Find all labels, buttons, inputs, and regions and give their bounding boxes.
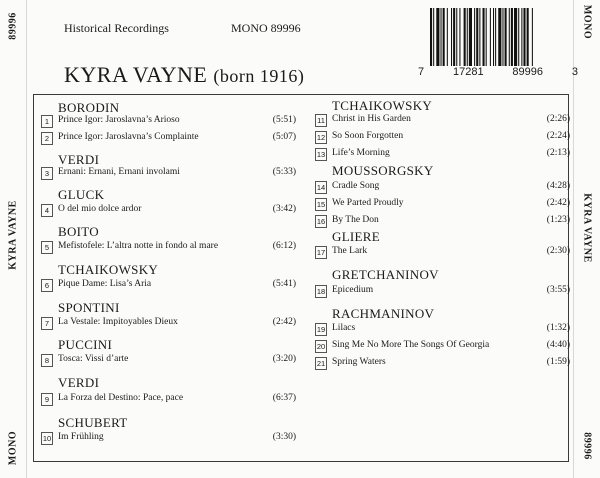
track-row <box>34 114 300 128</box>
track-title: Mefistofele: L’altra notte in fondo al mare <box>58 241 219 251</box>
track-number: 6 <box>41 279 53 292</box>
artist-name: KYRA VAYNE <box>64 62 208 87</box>
track-row <box>308 284 574 298</box>
track-duration: (1:59) <box>546 357 570 367</box>
track-row <box>34 203 300 217</box>
track-duration: (2:42) <box>272 317 296 327</box>
track-title: Life’s Morning <box>332 148 390 158</box>
barcode-digit-group: 3 <box>571 66 578 78</box>
track-duration: (4:40) <box>546 340 570 350</box>
track-row <box>308 214 574 228</box>
track-number: 1 <box>41 115 53 128</box>
composer-heading: SCHUBERT <box>58 415 128 430</box>
track-number: 13 <box>316 150 326 159</box>
track-number: 11 <box>315 114 327 127</box>
track-duration: (2:26) <box>546 114 570 124</box>
track-number: 14 <box>316 183 326 192</box>
track-duration: (2:24) <box>546 131 570 141</box>
track-number: 12 <box>316 133 326 142</box>
composer-heading: PUCCINI <box>58 337 113 352</box>
track-row <box>308 197 574 211</box>
track-duration: (5:41) <box>272 279 296 289</box>
track-duration: (3:42) <box>272 204 296 214</box>
spine-title: KYRA VAYNE <box>7 200 19 270</box>
artist-born: (born 1916) <box>213 66 305 86</box>
track-row <box>308 180 574 194</box>
track-title: Lilacs <box>332 323 356 333</box>
composer-heading: BOITO <box>58 224 99 239</box>
track-duration: (1:23) <box>546 215 570 225</box>
track-number: 9 <box>41 393 53 406</box>
back-cover <box>26 0 578 478</box>
track-row <box>308 147 574 161</box>
barcode-digit-group: 7 <box>418 66 425 78</box>
barcode <box>426 8 566 66</box>
composer-heading: GRETCHANINOV <box>332 267 439 282</box>
track-number: 21 <box>316 359 326 368</box>
track-title: Prince Igor: Jaroslavna’s Complainte <box>58 132 199 142</box>
track-row <box>308 322 574 336</box>
track-duration: (3:55) <box>546 285 570 295</box>
track-title: We Parted Proudly <box>332 198 404 208</box>
composer-heading: SPONTINI <box>58 300 120 315</box>
track-row <box>34 353 300 367</box>
track-title: Cradle Song <box>332 181 380 191</box>
track-title: Christ in His Garden <box>332 114 411 124</box>
barcode-digit-group: 17281 <box>452 66 484 78</box>
composer-heading: VERDI <box>58 152 100 167</box>
spine-number-bottom: 89996 <box>581 432 593 460</box>
track-title: Im Frühling <box>58 432 104 442</box>
track-title: Pique Dame: Lisa’s Aria <box>58 279 152 289</box>
composer-heading: MOUSSORGSKY <box>332 163 434 178</box>
track-duration: (1:32) <box>546 323 570 333</box>
track-number: 3 <box>41 167 53 180</box>
track-row <box>34 431 300 445</box>
track-title: The Lark <box>332 246 368 256</box>
track-title: La Vestale: Impitoyables Dieux <box>58 317 178 327</box>
track-title: La Forza del Destino: Pace, pace <box>58 393 184 403</box>
track-duration: (2:13) <box>546 148 570 158</box>
track-duration: (5:33) <box>272 167 296 177</box>
composer-heading: TCHAIKOWSKY <box>332 98 433 113</box>
track-row <box>308 356 574 370</box>
track-row <box>308 130 574 144</box>
track-duration: (6:37) <box>272 393 296 403</box>
track-duration: (5:07) <box>272 132 296 142</box>
track-number: 7 <box>41 317 53 330</box>
track-duration: (5:51) <box>272 115 296 125</box>
track-number: 17 <box>316 248 326 257</box>
track-row <box>308 113 574 127</box>
barcode-digits <box>418 66 578 78</box>
composer-heading: VERDI <box>58 375 100 390</box>
track-row <box>308 339 574 353</box>
spine-mono-top: MONO <box>581 4 593 40</box>
track-title: Epicedium <box>332 285 374 295</box>
track-duration: (6:12) <box>272 241 296 251</box>
track-number: 16 <box>316 217 326 226</box>
track-title: By The Don <box>332 215 379 225</box>
barcode-digit-group: 89996 <box>512 66 543 78</box>
track-title: So Soon Forgotten <box>332 131 404 141</box>
track-row <box>34 392 300 406</box>
spine-title-right: KYRA VAYNE <box>581 193 593 263</box>
track-duration: (2:30) <box>546 246 570 256</box>
track-row <box>34 166 300 180</box>
track-duration: (3:20) <box>272 354 296 364</box>
track-duration: (2:42) <box>546 198 570 208</box>
composer-heading: TCHAIKOWSKY <box>58 262 159 277</box>
track-title: Ernani: Ernani, Ernani involami <box>58 167 180 177</box>
composer-heading: RACHMANINOV <box>332 306 435 321</box>
track-number: 19 <box>316 325 326 334</box>
track-number: 18 <box>316 287 326 296</box>
track-row <box>34 131 300 145</box>
composer-heading: BORODIN <box>58 100 120 115</box>
track-number: 10 <box>42 434 52 443</box>
track-number: 2 <box>41 132 53 145</box>
composer-heading: GLUCK <box>58 187 105 202</box>
left-spine <box>0 0 27 478</box>
track-row <box>34 240 300 254</box>
track-row <box>308 245 574 259</box>
track-number: 20 <box>316 342 326 351</box>
track-list <box>33 94 569 462</box>
track-number: 5 <box>41 241 53 254</box>
catalog-number: MONO 89996 <box>231 21 301 35</box>
track-number: 4 <box>41 204 53 217</box>
spine-number-top: 89996 <box>7 12 19 40</box>
track-title: O del mio dolce ardor <box>58 204 142 214</box>
composer-heading: GLIERE <box>332 229 381 244</box>
track-title: Tosca: Vissi d’arte <box>58 354 129 364</box>
spine-mono-bottom: MONO <box>7 430 19 466</box>
track-row <box>34 278 300 292</box>
artist-heading <box>64 62 304 88</box>
track-duration: (4:28) <box>546 181 570 191</box>
track-row <box>34 316 300 330</box>
record-label: Historical Recordings <box>64 21 169 35</box>
track-number: 8 <box>41 354 53 367</box>
track-title: Sing Me No More The Songs Of Georgia <box>332 340 490 350</box>
track-number: 15 <box>316 200 326 209</box>
track-duration: (3:30) <box>272 432 296 442</box>
track-title: Spring Waters <box>332 357 386 367</box>
track-title: Prince Igor: Jaroslavna’s Arioso <box>58 115 180 125</box>
